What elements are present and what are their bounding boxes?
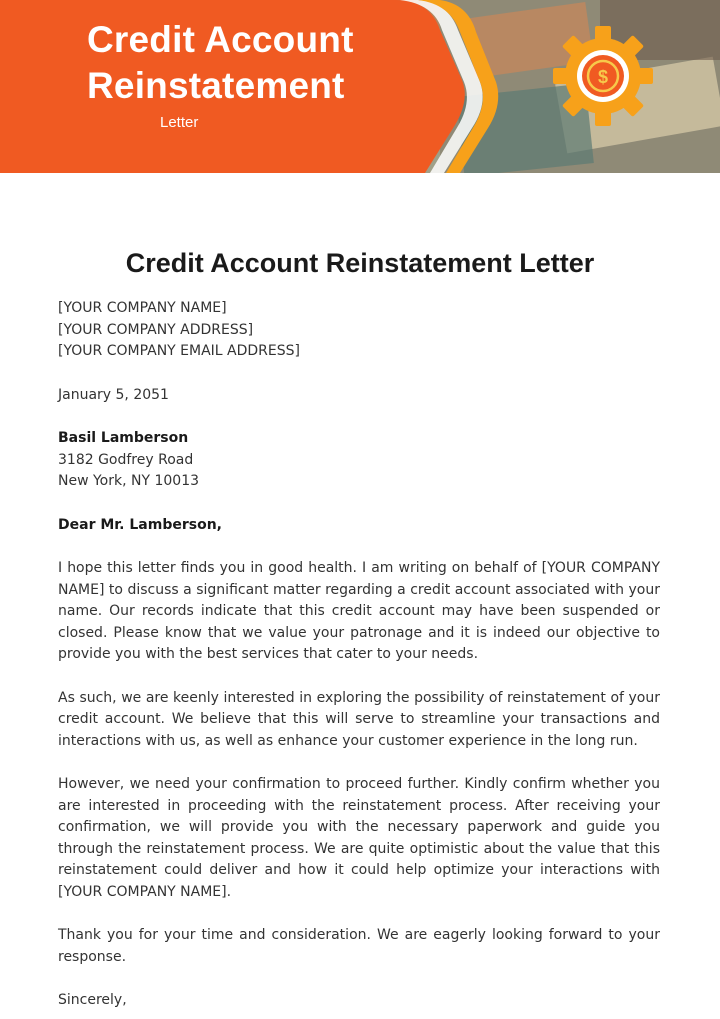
header-banner	[0, 0, 720, 173]
recipient-name: Basil Lamberson	[58, 430, 189, 446]
banner-subtitle: Letter	[160, 114, 199, 131]
closing: Sincerely,	[58, 992, 127, 1008]
letter-body	[58, 298, 660, 1012]
svg-text:$: $	[597, 67, 609, 87]
gear-dollar-icon	[549, 22, 657, 130]
sender-company-email: [YOUR COMPANY EMAIL ADDRESS]	[58, 343, 300, 359]
paragraph-reinstatement: As such, we are keenly interested in exploring the possibility of reinstatement of your credit account. We believe that this will serve to streamline your transactions and interactions with us, as well as enhance your customer experience in the long run.	[58, 689, 660, 749]
recipient-city: New York, NY 10013	[58, 473, 200, 489]
paragraph-intro: I hope this letter finds you in good health. I am writing on behalf of [YOUR COMPANY NAME] to discuss a significant matter regarding a credit account associated with your name. Our records indicate that this credit account may have been suspended or closed. Please know that we value your patronage and it is indeed our objective to provide you with the best services that cater to your needs.	[58, 560, 660, 662]
letter-date: January 5, 2051	[58, 386, 169, 403]
paragraph-thanks: Thank you for your time and consideration. We are eagerly looking forward to your response.	[58, 927, 660, 965]
paragraph-confirmation: However, we need your confirmation to proceed further. Kindly confirm whether you are interested in proceeding with the reinstatement process. After receiving your confirmation, we will provide you with the necessary paperwork and guide you through the reinstatement process. We are quite optimistic about the value that this reinstatement could deliver and how it could help optimize your interactions with [YOUR COMPANY NAME].	[58, 776, 660, 900]
sender-company-name: [YOUR COMPANY NAME]	[58, 300, 227, 316]
recipient-street: 3182 Godfrey Road	[58, 451, 194, 468]
banner-title: Credit Account Reinstatement	[87, 19, 354, 106]
sender-company-address: [YOUR COMPANY ADDRESS]	[58, 321, 254, 338]
document-title: Credit Account Reinstatement Letter	[125, 248, 595, 278]
salutation: Dear Mr. Lamberson,	[58, 516, 222, 533]
